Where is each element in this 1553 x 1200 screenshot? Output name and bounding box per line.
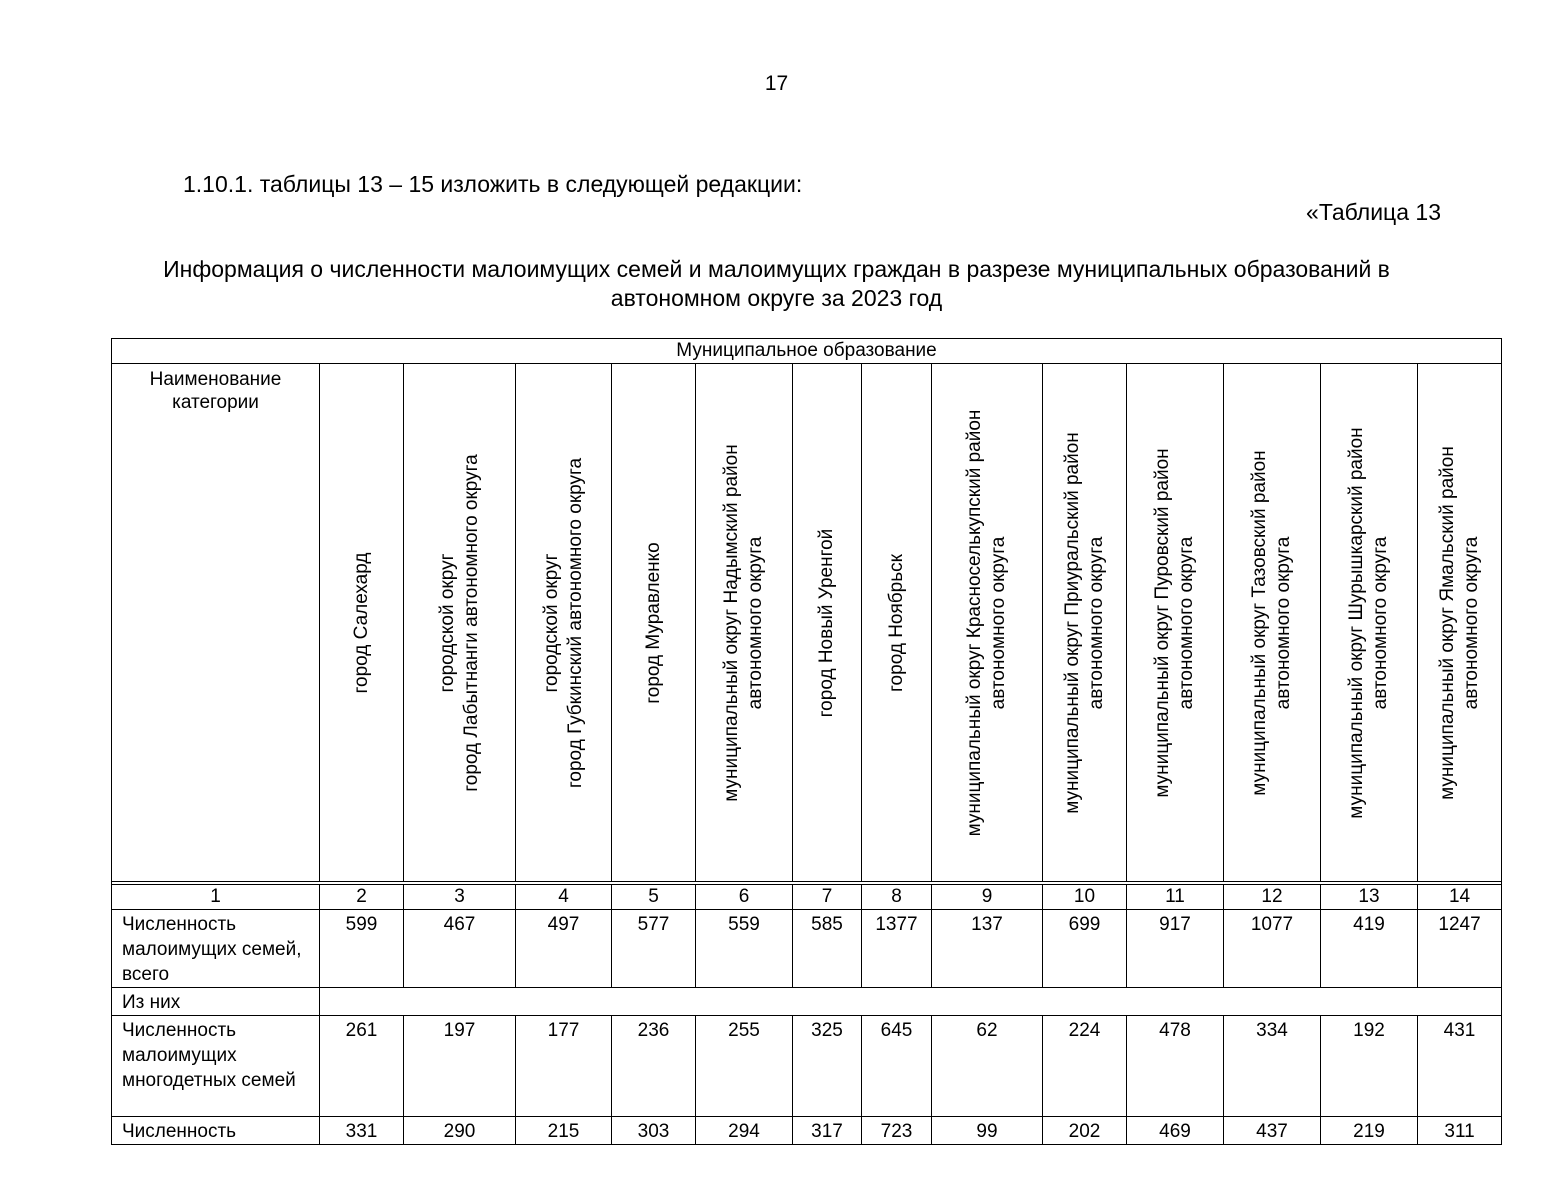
municipality-name (350, 373, 374, 873)
municipality-name-line: автономного округа (1460, 536, 1482, 709)
value-cell: 467 (404, 910, 516, 988)
value-cell: 311 (1418, 1117, 1502, 1145)
value-cell: 317 (793, 1117, 862, 1145)
value-cell: 99 (932, 1117, 1043, 1145)
value-cell: 331 (320, 1117, 404, 1145)
table-row (112, 1117, 1502, 1145)
municipality-name (885, 373, 909, 873)
municipality-header-cell (404, 364, 516, 882)
value-cell: 699 (1043, 910, 1127, 988)
page-number: 17 (764, 72, 789, 95)
municipality-header-cell (862, 364, 932, 882)
value-cell: 334 (1224, 1016, 1321, 1117)
value-cell: 236 (612, 1016, 696, 1117)
value-cell: 1247 (1418, 910, 1502, 988)
value-cell: 585 (793, 910, 862, 988)
value-cell: 419 (1321, 910, 1418, 988)
municipality-name (963, 373, 1011, 873)
value-cell: 197 (404, 1016, 516, 1117)
municipality-name (1436, 373, 1484, 873)
value-cell: 723 (862, 1117, 932, 1145)
municipality-name (1248, 373, 1296, 873)
municipality-name-line: город Лабытнанги автономного округа (460, 453, 482, 792)
municipality-header-cell (1321, 364, 1418, 882)
value-cell: 497 (516, 910, 612, 988)
value-cell: 577 (612, 910, 696, 988)
municipality-name-line: город Ноябрьск (885, 553, 907, 692)
column-number-cell: 14 (1418, 885, 1502, 910)
municipality-name-line: автономного округа (745, 536, 766, 709)
value-cell: 137 (932, 910, 1043, 988)
municipality-name-line: муниципальный округ Тазовский район (1249, 449, 1270, 796)
column-number-cell: 9 (932, 885, 1043, 910)
table-reference: «Таблица 13 (1306, 199, 1441, 225)
municipality-name-line: муниципальный округ Красноселькупский район (964, 409, 985, 836)
municipality-name (1151, 373, 1199, 873)
value-cell: 917 (1127, 910, 1224, 988)
row-label-cell: Численность (112, 1117, 320, 1145)
column-number-cell: 2 (320, 885, 404, 910)
column-number-cell: 4 (516, 885, 612, 910)
column-number-cell: 12 (1224, 885, 1321, 910)
column-number-cell: 5 (612, 885, 696, 910)
value-cell: 62 (932, 1016, 1043, 1117)
municipality-name (540, 373, 588, 873)
municipality-name (642, 373, 666, 873)
municipality-name-line: муниципальный округ Приуральский район (1061, 431, 1083, 814)
municipality-header-cell (516, 364, 612, 882)
value-cell: 224 (1043, 1016, 1127, 1117)
value-cell: 261 (320, 1016, 404, 1117)
table-row (112, 988, 1502, 1016)
municipality-header-cell (793, 364, 862, 882)
category-header-cell: Наименование категории (112, 364, 320, 882)
value-cell: 294 (696, 1117, 793, 1145)
column-number-cell: 6 (696, 885, 793, 910)
value-cell: 255 (696, 1016, 793, 1117)
column-number-cell: 13 (1321, 885, 1418, 910)
municipality-name-line: муниципальный округ Ямальский район (1436, 445, 1458, 800)
municipality-header-cell (1418, 364, 1502, 882)
value-cell: 303 (612, 1117, 696, 1145)
value-cell: 325 (793, 1016, 862, 1117)
municipality-name-line: автономного округа (988, 536, 1009, 709)
column-number-cell: 8 (862, 885, 932, 910)
municipality-name (815, 373, 839, 873)
value-cell: 1077 (1224, 910, 1321, 988)
value-cell: 192 (1321, 1016, 1418, 1117)
municipal-data-table (111, 338, 1502, 1145)
municipality-header-cell (1043, 364, 1127, 882)
value-cell: 599 (320, 910, 404, 988)
municipality-name (1061, 373, 1109, 873)
municipality-header-cell (696, 364, 793, 882)
value-cell: 177 (516, 1016, 612, 1117)
municipality-name-line: городской округ (436, 552, 458, 693)
municipality-name-line: автономного округа (1273, 536, 1294, 709)
row-label-cell: Численность малоимущих семей, всего (112, 910, 320, 988)
value-cell: 431 (1418, 1016, 1502, 1117)
row-label-cell: Из них (112, 988, 320, 1016)
column-number-cell: 7 (793, 885, 862, 910)
column-number-cell: 10 (1043, 885, 1127, 910)
column-number-cell: 1 (112, 885, 320, 910)
municipality-name-line: город Губкинский автономного округа (564, 457, 586, 788)
municipality-name (436, 373, 484, 873)
municipality-name-line: муниципальный округ Надымский район (721, 443, 742, 802)
municipality-name-line: муниципальный округ Пуровский район (1152, 447, 1173, 798)
municipality-header-cell (1127, 364, 1224, 882)
row-label-cell: Численность малоимущих многодетных семей (112, 1016, 320, 1117)
municipality-name-line: автономного округа (1176, 536, 1197, 709)
value-cell: 478 (1127, 1016, 1224, 1117)
municipality-name-line: муниципальный округ Шурышкарский район (1346, 426, 1367, 819)
municipality-name-line: автономного округа (1370, 536, 1391, 709)
municipality-name (720, 373, 768, 873)
municipality-name-line: город Новый Уренгой (816, 528, 837, 717)
value-cell: 215 (516, 1117, 612, 1145)
table-row (112, 1016, 1502, 1117)
empty-span-cell (320, 988, 1502, 1016)
municipality-header-cell (612, 364, 696, 882)
municipality-name-line: город Салехард (350, 552, 372, 693)
value-cell: 559 (696, 910, 793, 988)
table-row (112, 910, 1502, 988)
value-cell: 1377 (862, 910, 932, 988)
value-cell: 202 (1043, 1117, 1127, 1145)
municipality-header-cell (932, 364, 1043, 882)
municipality-name (1345, 373, 1393, 873)
table-title: Информация о численности малоимущих семей и малоимущих граждан в разрезе муниципальных образований в автономном округе за 2023 год (163, 256, 1390, 311)
instruction-text: 1.10.1. таблицы 13 – 15 изложить в следующей редакции: (183, 171, 803, 197)
municipality-name-line: город Муравленко (642, 541, 664, 704)
municipality-header-cell (1224, 364, 1321, 882)
group-header-cell: Муниципальное образование (112, 339, 1502, 364)
municipality-header-cell (320, 364, 404, 882)
value-cell: 219 (1321, 1117, 1418, 1145)
municipality-name-line: автономного округа (1085, 536, 1107, 709)
value-cell: 469 (1127, 1117, 1224, 1145)
value-cell: 645 (862, 1016, 932, 1117)
municipality-name-line: городской округ (540, 552, 562, 693)
value-cell: 290 (404, 1117, 516, 1145)
column-number-cell: 3 (404, 885, 516, 910)
value-cell: 437 (1224, 1117, 1321, 1145)
column-number-cell: 11 (1127, 885, 1224, 910)
